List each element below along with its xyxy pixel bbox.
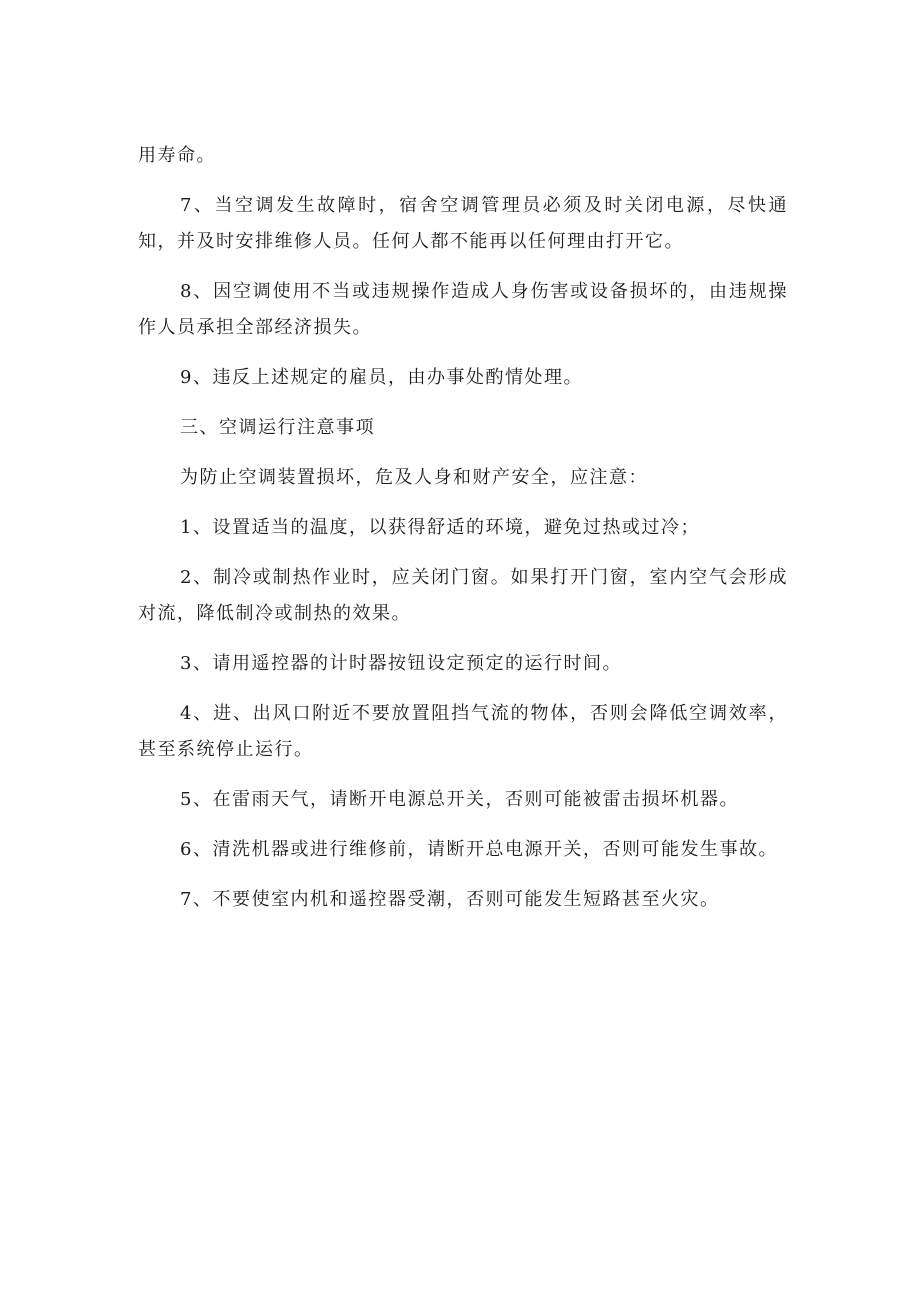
paragraph-intro: 为防止空调装置损坏，危及人身和财产安全，应注意：	[180, 467, 648, 488]
section-heading-3: 三、空调运行注意事项	[180, 417, 375, 438]
document-body	[138, 138, 788, 918]
paragraph-note-6: 6、清洗机器或进行维修前，请断开总电源开关，否则可能发生事故。	[180, 839, 778, 860]
paragraph-note-1: 1、设置适当的温度，以获得舒适的环境，避免过热或过冷；	[180, 517, 700, 538]
paragraph-note-3: 3、请用遥控器的计时器按钮设定预定的运行时间。	[180, 653, 622, 674]
paragraph-note-2: 2、制冷或制热作业时，应关闭门窗。如果打开门窗，室内空气会形成对流，降低制冷或制热的效果。	[138, 567, 788, 624]
paragraph-note-4: 4、进、出风口附近不要放置阻挡气流的物体，否则会降低空调效率，甚至系统停止运行。	[138, 703, 788, 760]
paragraph-item-9: 9、违反上述规定的雇员，由办事处酌情处理。	[180, 367, 583, 388]
paragraph-continuation: 用寿命。	[138, 145, 216, 166]
paragraph-item-7: 7、当空调发生故障时，宿舍空调管理员必须及时关闭电源，尽快通知，并及时安排维修人员。任何人都不能再以任何理由打开它。	[138, 195, 788, 252]
paragraph-note-7: 7、不要使室内机和遥控器受潮，否则可能发生短路甚至火灾。	[180, 889, 720, 910]
paragraph-item-8: 8、因空调使用不当或违规操作造成人身伤害或设备损坏的，由违规操作人员承担全部经济损失。	[138, 281, 788, 338]
paragraph-note-5: 5、在雷雨天气，请断开电源总开关，否则可能被雷击损坏机器。	[180, 789, 739, 810]
